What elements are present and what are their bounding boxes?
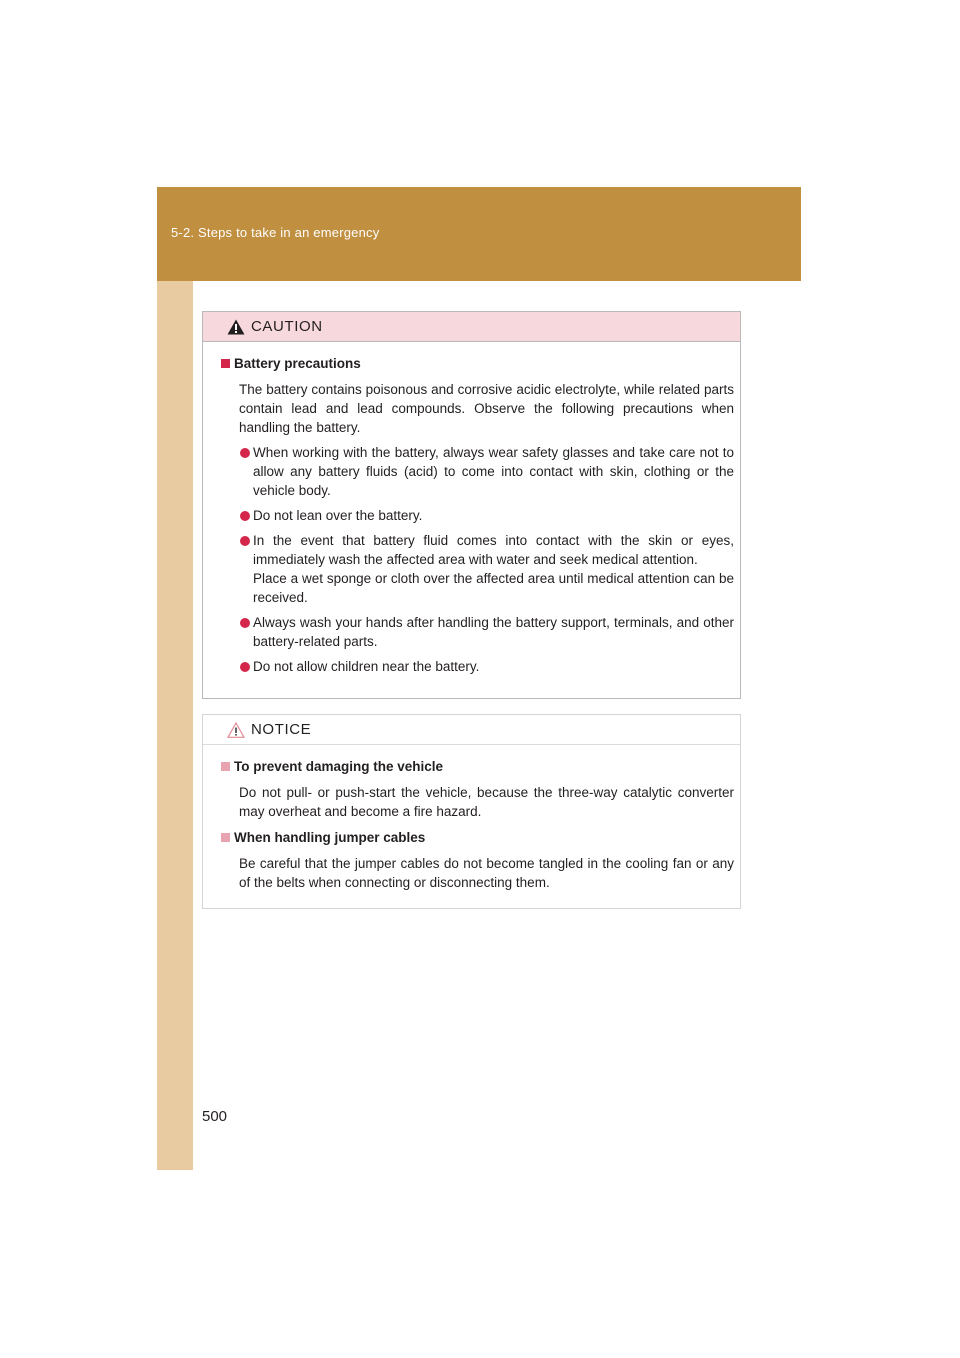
caution-heading: CAUTION: [251, 318, 323, 335]
notice-section-title: To prevent damaging the vehicle: [221, 757, 734, 776]
caution-section-title: Battery precautions: [221, 354, 734, 373]
list-item: Do not allow children near the battery.: [221, 657, 734, 676]
side-strip: [157, 281, 193, 1170]
caution-body: [203, 342, 740, 676]
caution-header: [203, 312, 740, 342]
list-item: Do not lean over the battery.: [221, 506, 734, 525]
caution-bullet-list: [221, 443, 734, 676]
notice-heading: NOTICE: [251, 721, 312, 738]
caution-intro: The battery contains poisonous and corrosive acidic electrolyte, while related parts contain lead and lead compounds. Observe the following precautions when handling the battery.: [239, 382, 734, 435]
warning-triangle-icon: [227, 319, 245, 335]
bullet-dot-icon: [240, 511, 250, 521]
square-bullet-icon: [221, 359, 230, 368]
square-bullet-icon: [221, 833, 230, 842]
list-item: In the event that battery fluid comes into contact with the skin or eyes, immediately wash the affected area with water and seek medical attention. Place a wet sponge or cloth over the affected area until medical attention can be received.: [221, 531, 734, 607]
caution-box: [202, 311, 741, 699]
bullet-dot-icon: [240, 662, 250, 672]
list-item: Always wash your hands after handling the battery support, terminals, and other battery-related parts.: [221, 613, 734, 651]
list-item: When working with the battery, always wear safety glasses and take care not to allow any battery fluids (acid) to come into contact with skin, clothing or the vehicle body.: [221, 443, 734, 500]
square-bullet-icon: [221, 762, 230, 771]
bullet-dot-icon: [240, 448, 250, 458]
bullet-dot-icon: [240, 536, 250, 546]
notice-section: [221, 828, 734, 892]
notice-text: Be careful that the jumper cables do not become tangled in the cooling fan or any of the belts when connecting or disconnecting them.: [239, 856, 734, 890]
notice-section-title: When handling jumper cables: [221, 828, 734, 847]
section-title: 5-2. Steps to take in an emergency: [171, 225, 380, 240]
bullet-dot-icon: [240, 618, 250, 628]
notice-box: [202, 714, 741, 909]
notice-section: [221, 757, 734, 821]
notice-body: [203, 745, 740, 892]
notice-header: [203, 715, 740, 745]
page-number: 500: [202, 1108, 228, 1125]
header-band: [157, 187, 801, 281]
warning-triangle-outline-icon: [227, 722, 245, 738]
notice-text: Do not pull- or push-start the vehicle, because the three-way catalytic converter may overheat and become a fire hazard.: [239, 785, 734, 819]
